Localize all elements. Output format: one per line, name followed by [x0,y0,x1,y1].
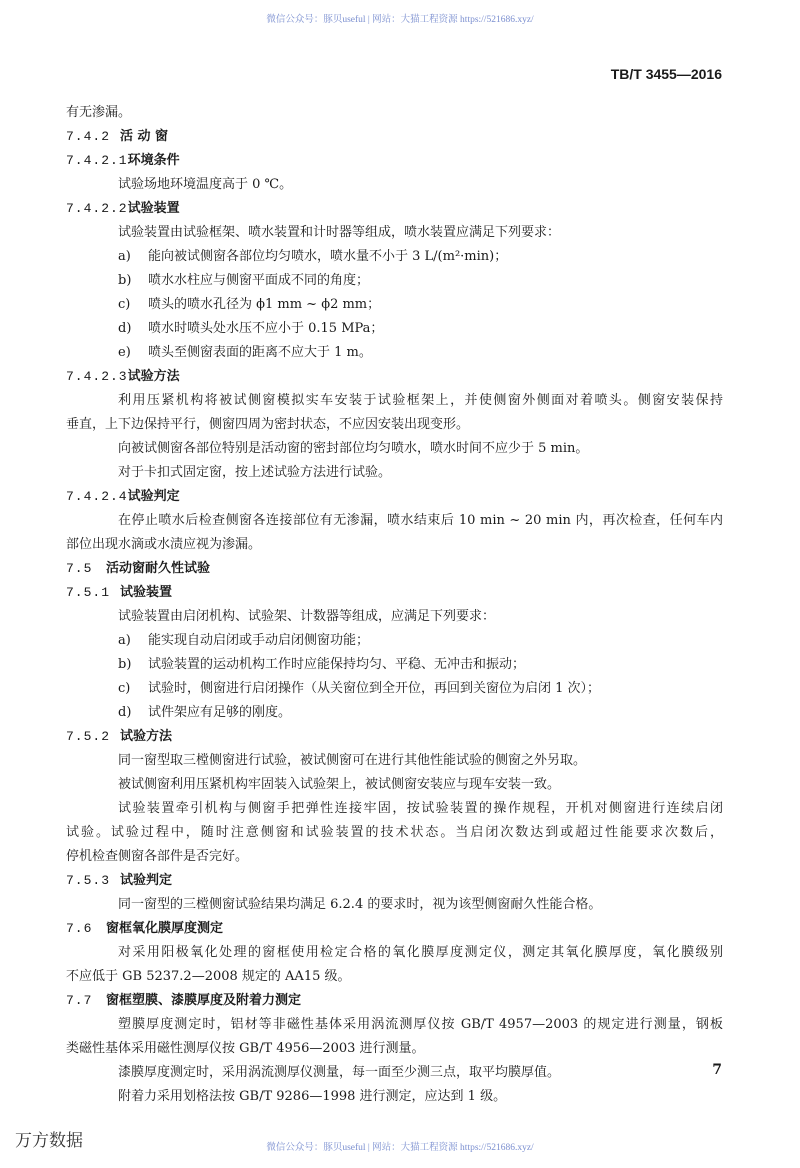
section-heading-7-4-2-4 [66,485,723,509]
section-heading-7-5-1 [66,581,723,605]
list-text: 能实现自动启闭或手动启闭侧窗功能； [148,633,370,648]
section-title: 试验判定 [120,873,173,888]
list-item [66,629,723,653]
section-heading-7-7 [66,989,723,1013]
list-item [66,317,723,341]
paragraph-line: 在停止喷水后检查侧窗各连接部位有无渗漏，喷水结束后 10 min ~ 20 min 内，再次检查，任何车内 [118,513,723,528]
list-text: 喷头的喷水孔径为 ϕ1 mm ~ ϕ2 mm； [148,297,381,312]
section-heading-7-4-2-3 [66,365,723,389]
watermark-bottom: 微信公众号：豚贝useful | 网站：大猫工程资源 https://521686.xyz/ [266,1143,534,1153]
paragraph-line: 向被试侧窗各部位特别是活动窗的密封部位均匀喷水，喷水时间不应少于 5 min。 [118,441,589,456]
section-heading-7-5-3 [66,869,723,893]
list-label: a) [118,249,131,264]
list-item [66,245,723,269]
paragraph-line: 有无渗漏。 [66,105,132,120]
page-number: 7 [712,1062,722,1078]
paragraph-line: 塑膜厚度测定时，铝材等非磁性基体采用涡流测厚仪按 GB/T 4957—2003 的规定进行测量，钢板 [118,1017,723,1032]
paragraph-line: 试验。试验过程中，随时注意侧窗和试验装置的技术状态。当启闭次数达到或超过性能要求次数后， [66,825,723,840]
list-item [66,269,723,293]
wanfang-logo: 万方数据 [15,1131,83,1151]
section-heading-7-4-2-2 [66,197,723,221]
paragraph-line: 试验装置牵引机构与侧窗手把弹性连接牢固，按试验装置的操作规程，开机对侧窗进行连续启闭 [118,801,723,816]
section-title: 窗框塑膜、漆膜厚度及附着力测定 [106,993,302,1008]
paragraph-line: 附着力采用划格法按 GB/T 9286—1998 进行测定，应达到 1 级。 [118,1089,507,1104]
paragraph-line: 被试侧窗利用压紧机构牢固装入试验架上，被试侧窗安装应与现车安装一致。 [118,777,561,792]
paragraph-line: 垂直，上下边保持平行，侧窗四周为密封状态，不应因安装出现变形。 [66,417,470,432]
section-number: 7.5.3 [66,873,111,888]
section-number: 7.5.1 [66,585,111,600]
section-title: 试验方法 [127,369,180,384]
paragraph-line: 不应低于 GB 5237.2—2008 规定的 AA15 级。 [66,969,351,984]
list-item [66,293,723,317]
list-label: d) [118,321,132,336]
section-title: 试验方法 [120,729,173,744]
watermark-top: 微信公众号：豚贝useful | 网站：大猫工程资源 https://521686.xyz/ [266,15,534,25]
paragraph-line: 试验装置由试验框架、喷水装置和计时器等组成，喷水装置应满足下列要求： [118,225,561,240]
section-number: 7.5 [66,561,93,576]
list-item [66,677,723,701]
section-title: 活动窗耐久性试验 [106,561,211,576]
section-heading-7-6 [66,917,723,941]
list-label: c) [118,297,131,312]
paragraph-line: 部位出现水滴或水渍应视为渗漏。 [66,537,262,552]
section-heading-7-4-2-1 [66,149,723,173]
list-text: 能向被试侧窗各部位均匀喷水，喷水量不小于 3 L/(m²·min)； [148,249,508,264]
paragraph-line: 类磁性基体采用磁性测厚仪按 GB/T 4956—2003 进行测量。 [66,1041,425,1056]
section-number: 7.4.2.2 [66,201,128,216]
section-title: 活 动 窗 [120,129,169,144]
list-text: 试验装置的运动机构工作时应能保持均匀、平稳、无冲击和振动； [148,657,526,672]
section-number: 7.4.2 [66,129,111,144]
list-label: b) [118,273,132,288]
section-title: 试验判定 [127,489,180,504]
section-number: 7.5.2 [66,729,111,744]
section-title: 环境条件 [127,153,180,168]
paragraph-line: 试验装置由启闭机构、试验架、计数器等组成，应满足下列要求： [118,609,496,624]
list-label: a) [118,633,131,648]
paragraph-line: 同一窗型取三樘侧窗进行试验，被试侧窗可在进行其他性能试验的侧窗之外另取。 [118,753,587,768]
list-label: d) [118,705,132,720]
paragraph-line: 同一窗型的三樘侧窗试验结果均满足 6.2.4 的要求时，视为该型侧窗耐久性能合格。 [118,897,602,912]
list-text: 喷头至侧窗表面的距离不应大于 1 m。 [148,345,372,360]
list-label: b) [118,657,132,672]
paragraph-line: 停机检查侧窗各部件是否完好。 [66,849,249,864]
list-item [66,341,723,365]
paragraph-line: 对采用阳极氧化处理的窗框使用检定合格的氧化膜厚度测定仪，测定其氧化膜厚度，氧化膜级别 [118,945,723,960]
document-body [66,101,723,1109]
list-item [66,653,723,677]
section-number: 7.6 [66,921,93,936]
list-item [66,701,723,725]
section-heading-7-5 [66,557,723,581]
section-number: 7.4.2.4 [66,489,128,504]
paragraph-line: 利用压紧机构将被试侧窗模拟实车安装于试验框架上，并使侧窗外侧面对着喷头。侧窗安装保持 [118,393,723,408]
standard-number-header: TB/T 3455—2016 [610,66,722,82]
paragraph-line: 漆膜厚度测定时，采用涡流测厚仪测量，每一面至少测三点，取平均膜厚值。 [118,1065,561,1080]
section-number: 7.4.2.3 [66,369,128,384]
list-text: 试验时，侧窗进行启闭操作（从关窗位到全开位，再回到关窗位为启闭 1 次）； [148,681,601,696]
list-text: 喷水水柱应与侧窗平面成不同的角度； [148,273,370,288]
paragraph-line: 对于卡扣式固定窗，按上述试验方法进行试验。 [118,465,392,480]
section-number: 7.4.2.1 [66,153,128,168]
list-label: e) [118,345,131,360]
section-number: 7.7 [66,993,93,1008]
list-label: c) [118,681,131,696]
section-title: 试验装置 [127,201,180,216]
section-heading-7-5-2 [66,725,723,749]
paragraph-line: 试验场地环境温度高于 0 ℃。 [118,177,293,192]
section-title: 试验装置 [120,585,173,600]
section-heading-7-4-2 [66,125,723,149]
section-title: 窗框氧化膜厚度测定 [106,921,224,936]
list-text: 试件架应有足够的刚度。 [148,705,292,720]
list-text: 喷水时喷头处水压不应小于 0.15 MPa； [148,321,384,336]
